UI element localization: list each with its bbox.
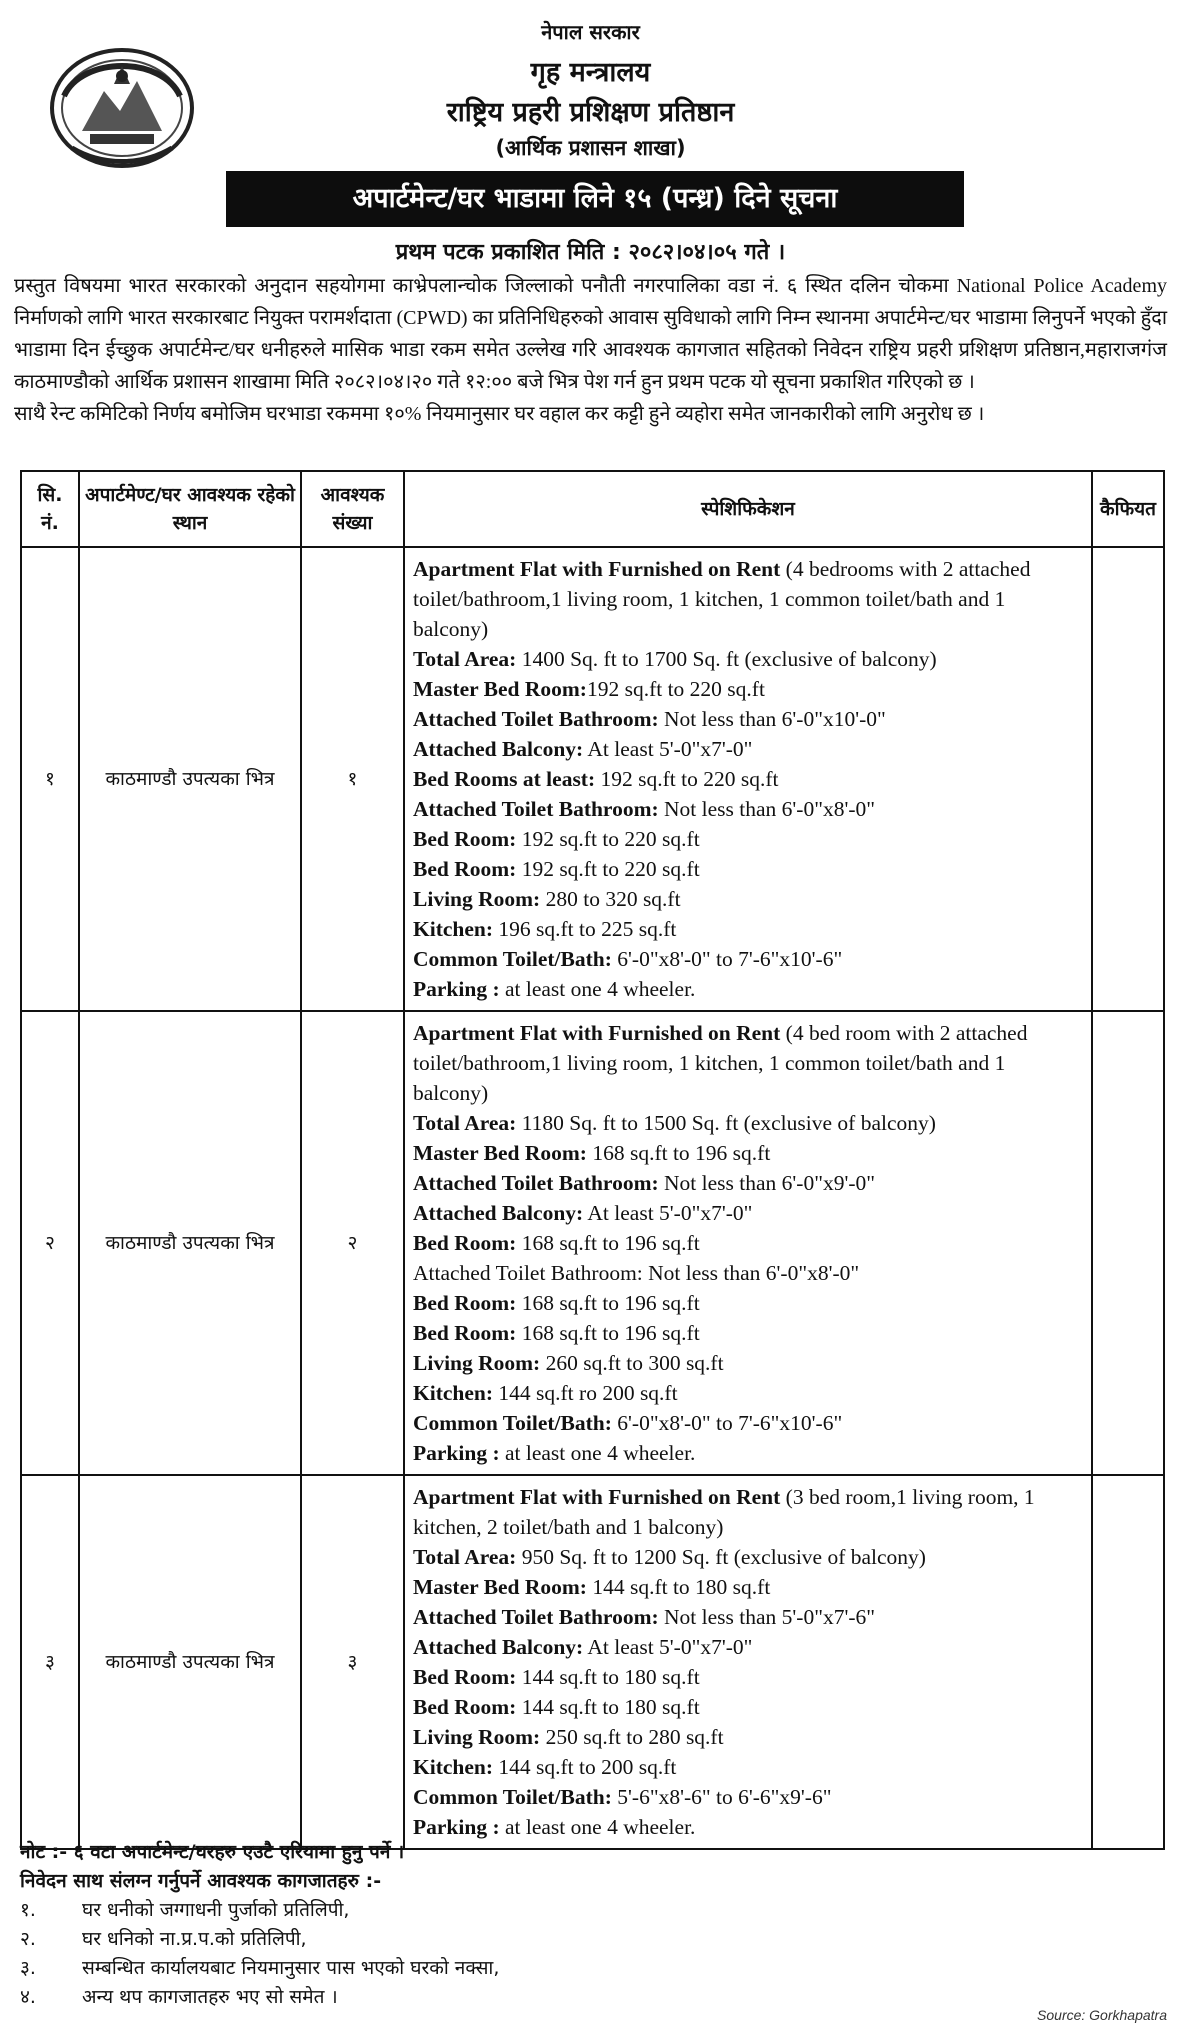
spec-item (413, 1138, 1085, 1168)
spec-text: 168 sq.ft to 196 sq.ft (516, 1291, 700, 1315)
spec-item (413, 1168, 1085, 1198)
list-item-text: घर धनिको ना.प्र.प.को प्रतिलिपी, (82, 1928, 307, 1950)
spec-item (413, 884, 1085, 914)
list-item (20, 1896, 1160, 1925)
spec-item (413, 1662, 1085, 1692)
spec-text: Attached Toilet Bathroom: Not less than 6'-0"x8'-0" (413, 1261, 860, 1285)
spec-item (413, 944, 1085, 974)
spec-text: 196 sq.ft to 225 sq.ft (493, 917, 677, 941)
row-remarks (1092, 1011, 1164, 1475)
spec-label: Bed Room: (413, 1231, 517, 1255)
spec-item (413, 1018, 1085, 1108)
spec-label: Kitchen: (413, 1755, 494, 1779)
spec-text: 950 Sq. ft to 1200 Sq. ft (exclusive of balcony) (516, 1545, 926, 1569)
spec-label: Attached Toilet Bathroom: (413, 1605, 659, 1629)
spec-text: 192 sq.ft to 220 sq.ft (586, 677, 765, 701)
spec-label: Apartment Flat with Furnished on Rent (413, 557, 781, 581)
spec-item (413, 1108, 1085, 1138)
spec-label: Attached Balcony: (413, 737, 584, 761)
row-specification (404, 1011, 1092, 1475)
spec-text: 6'-0"x8'-0" to 7'-6"x10'-6" (611, 947, 843, 971)
spec-label: Common Toilet/Bath: (413, 1785, 612, 1809)
spec-label: Living Room: (413, 1351, 541, 1375)
spec-text: 192 sq.ft to 220 sq.ft (516, 857, 700, 881)
row-quantity: २ (301, 1011, 404, 1475)
spec-text: At least 5'-0"x7'-0" (583, 737, 753, 761)
header-specification: स्पेशिफिकेशन (404, 471, 1092, 547)
header-remarks: कैफियत (1092, 471, 1164, 547)
notice-title-banner: अपार्टमेन्ट/घर भाडामा लिने १५ (पन्ध्र) दिने सूचना (226, 171, 964, 227)
header-quantity: आवश्यक संख्या (301, 471, 404, 547)
spec-text: 1400 Sq. ft to 1700 Sq. ft (exclusive of balcony) (516, 647, 937, 671)
row-sn: १ (21, 547, 79, 1011)
spec-text: 6'-0"x8'-0" to 7'-6"x10'-6" (611, 1411, 843, 1435)
list-item (20, 1983, 1160, 2012)
list-item-text: सम्बन्धित कार्यालयबाट नियमानुसार पास भएको घरको नक्सा, (82, 1957, 500, 1979)
spec-text: At least 5'-0"x7'-0" (583, 1201, 753, 1225)
spec-text: at least one 4 wheeler. (499, 977, 696, 1001)
list-item (20, 1954, 1160, 1983)
spec-item (413, 1228, 1085, 1258)
table-row (21, 1475, 1164, 1849)
spec-label: Total Area: (413, 647, 517, 671)
spec-item (413, 1482, 1085, 1542)
spec-item (413, 1752, 1085, 1782)
spec-text: 168 sq.ft to 196 sq.ft (516, 1231, 700, 1255)
spec-item (413, 1542, 1085, 1572)
spec-text: 144 sq.ft to 180 sq.ft (516, 1695, 700, 1719)
spec-item (413, 854, 1085, 884)
table-row (21, 1011, 1164, 1475)
row-sn: ३ (21, 1475, 79, 1849)
notes-section (20, 1838, 1160, 2012)
spec-text: 1180 Sq. ft to 1500 Sq. ft (exclusive of balcony) (516, 1111, 936, 1135)
spec-item (413, 1378, 1085, 1408)
header-location: अपार्टमेण्ट/घर आवश्यक रहेको स्थान (79, 471, 301, 547)
spec-label: Living Room: (413, 1725, 541, 1749)
spec-text: Not less than 6'-0"x9'-0" (658, 1171, 876, 1195)
spec-text: 250 sq.ft to 280 sq.ft (540, 1725, 724, 1749)
row-specification (404, 1475, 1092, 1849)
spec-label: Bed Room: (413, 827, 517, 851)
spec-label: Apartment Flat with Furnished on Rent (413, 1021, 781, 1045)
spec-label: Common Toilet/Bath: (413, 947, 612, 971)
spec-text: (3 bed room,1 living room, 1 kitchen, 2 toilet/bath and 1 balcony) (413, 1485, 1035, 1539)
note-line: नोट :- ६ वटा अपार्टमेन्ट/घरहरु एउटै एरियामा हुनु पर्ने । (20, 1841, 405, 1863)
spec-text: 144 sq.ft to 180 sq.ft (516, 1665, 700, 1689)
spec-label: Bed Room: (413, 1291, 517, 1315)
docs-list (20, 1896, 1160, 2012)
spec-item (413, 824, 1085, 854)
spec-item (413, 644, 1085, 674)
spec-label: Bed Room: (413, 857, 517, 881)
row-remarks (1092, 1475, 1164, 1849)
spec-text: 168 sq.ft to 196 sq.ft (586, 1141, 771, 1165)
row-location: काठमाण्डौ उपत्यका भित्र (79, 547, 301, 1011)
table-header-row (21, 471, 1164, 547)
specification-table (20, 470, 1165, 1850)
spec-text: 280 to 320 sq.ft (540, 887, 681, 911)
spec-item (413, 1692, 1085, 1722)
spec-label: Bed Rooms at least: (413, 767, 596, 791)
spec-item (413, 1258, 1085, 1288)
spec-text: 192 sq.ft to 220 sq.ft (516, 827, 700, 851)
spec-text: Not less than 5'-0"x7'-6" (658, 1605, 876, 1629)
spec-item (413, 1198, 1085, 1228)
header-sn: सि. नं. (21, 471, 79, 547)
spec-item (413, 1602, 1085, 1632)
list-item-number: २. (20, 1928, 36, 1950)
table-row (21, 547, 1164, 1011)
spec-item (413, 794, 1085, 824)
spec-text: 168 sq.ft to 196 sq.ft (516, 1321, 700, 1345)
spec-item (413, 974, 1085, 1004)
intro-paragraph-2: साथै रेन्ट कमिटिको निर्णय बमोजिम घरभाडा रकममा १०% नियमानुसार घर वहाल कर कट्टी हुने व्यहोरा समेत जानकारीको लागि अनुरोध छ । (14, 403, 985, 425)
spec-label: Bed Room: (413, 1321, 517, 1345)
row-quantity: ३ (301, 1475, 404, 1849)
row-sn: २ (21, 1011, 79, 1475)
spec-text: At least 5'-0"x7'-0" (583, 1635, 753, 1659)
spec-label: Parking : (413, 977, 500, 1001)
spec-label: Attached Toilet Bathroom: (413, 707, 659, 731)
government-label: नेपाल सरकार (541, 20, 640, 44)
spec-item (413, 1632, 1085, 1662)
spec-item (413, 674, 1085, 704)
spec-label: Kitchen: (413, 917, 494, 941)
spec-label: Master Bed Room: (413, 1141, 587, 1165)
spec-item (413, 1722, 1085, 1752)
spec-item (413, 734, 1085, 764)
spec-label: Master Bed Room: (413, 677, 587, 701)
spec-text: (4 bed room with 2 attached toilet/bathroom,1 living room, 1 kitchen, 1 common toilet/bath and 1 balcony) (413, 1021, 1028, 1105)
spec-item (413, 554, 1085, 644)
spec-item (413, 1348, 1085, 1378)
list-item-number: ४. (20, 1986, 36, 2008)
list-item-text: घर धनीको जग्गाधनी पुर्जाको प्रतिलिपी, (82, 1899, 350, 1921)
spec-label: Attached Toilet Bathroom: (413, 797, 659, 821)
row-specification (404, 547, 1092, 1011)
spec-text: at least one 4 wheeler. (499, 1441, 696, 1465)
row-location: काठमाण्डौ उपत्यका भित्र (79, 1011, 301, 1475)
docs-heading: निवेदन साथ संलग्न गर्नुपर्ने आवश्यक कागजातहरु :- (20, 1870, 382, 1892)
spec-text: 192 sq.ft to 220 sq.ft (595, 767, 779, 791)
institute-title: राष्ट्रिय प्रहरी प्रशिक्षण प्रतिष्ठान (446, 97, 735, 128)
publish-date: प्रथम पटक प्रकाशित मिति : २०८२।०४।०५ गते । (395, 240, 786, 265)
spec-item (413, 1408, 1085, 1438)
spec-item (413, 914, 1085, 944)
spec-label: Total Area: (413, 1545, 517, 1569)
list-item-number: १. (20, 1899, 36, 1921)
list-item (20, 1925, 1160, 1954)
spec-label: Attached Balcony: (413, 1201, 584, 1225)
spec-item (413, 1288, 1085, 1318)
spec-label: Bed Room: (413, 1665, 517, 1689)
source-label: Source: Gorkhapatra (1037, 2007, 1167, 2023)
spec-label: Bed Room: (413, 1695, 517, 1719)
spec-item (413, 704, 1085, 734)
intro-paragraph-1: प्रस्तुत विषयमा भारत सरकारको अनुदान सहयोगमा काभ्रेपलान्चोक जिल्लाको पनौती नगरपालिका वडा नं. ६ स्थित दलिन चोकमा National Police Academy निर्माणको लागि भारत सरकारबाट नियुक्त परामर्शदाता (CPWD) का प्रतिनिधिहरुको आवास सुविधाको लागि निम्न स्थानमा अपार्टमेन्ट/घर भाडामा लिनुपर्ने भएको हुँदा भाडामा दिन ईच्छुक अपार्टमेन्ट/घर धनीहरुले मासिक भाडा रकम समेत उल्लेख गरि आवश्यक कागजात सहितको निवेदन राष्ट्रिय प्रहरी प्रशिक्षण प्रतिष्ठान,महाराजगंज काठमाण्डौको आर्थिक प्रशासन शाखामा मिति २०८२।०४।२० गते १२:०० बजे भित्र पेश गर्न हुन प्रथम पटक यो सूचना प्रकाशित गरिएको छ । (14, 275, 1167, 393)
spec-text: 260 sq.ft to 300 sq.ft (540, 1351, 724, 1375)
spec-label: Kitchen: (413, 1381, 494, 1405)
spec-label: Living Room: (413, 887, 541, 911)
list-item-text: अन्य थप कागजातहरु भए सो समेत । (82, 1986, 338, 2008)
row-quantity: १ (301, 547, 404, 1011)
spec-item (413, 1572, 1085, 1602)
spec-text: 144 sq.ft to 200 sq.ft (493, 1755, 677, 1779)
spec-item (413, 1318, 1085, 1348)
spec-item (413, 764, 1085, 794)
spec-label: Total Area: (413, 1111, 517, 1135)
spec-item (413, 1782, 1085, 1812)
spec-text: 144 sq.ft to 180 sq.ft (586, 1575, 771, 1599)
spec-label: Parking : (413, 1815, 500, 1839)
spec-label: Attached Toilet Bathroom: (413, 1171, 659, 1195)
list-item-number: ३. (20, 1957, 36, 1979)
spec-label: Common Toilet/Bath: (413, 1411, 612, 1435)
spec-text: Not less than 6'-0"x8'-0" (658, 797, 876, 821)
spec-label: Apartment Flat with Furnished on Rent (413, 1485, 781, 1509)
spec-text: at least one 4 wheeler. (499, 1815, 696, 1839)
row-location: काठमाण्डौ उपत्यका भित्र (79, 1475, 301, 1849)
spec-text: 5'-6"x8'-6" to 6'-6"x9'-6" (611, 1785, 832, 1809)
intro-text (14, 270, 1167, 430)
spec-label: Master Bed Room: (413, 1575, 587, 1599)
branch-label: (आर्थिक प्रशासन शाखा) (495, 136, 686, 160)
spec-label: Parking : (413, 1441, 500, 1465)
spec-text: Not less than 6'-0"x10'-0" (658, 707, 886, 731)
spec-text: (4 bedrooms with 2 attached toilet/bathroom,1 living room, 1 kitchen, 1 common toilet/bath and 1 balcony) (413, 557, 1031, 641)
row-remarks (1092, 547, 1164, 1011)
spec-text: 144 sq.ft ro 200 sq.ft (493, 1381, 678, 1405)
spec-item (413, 1438, 1085, 1468)
ministry-title: गृह मन्त्रालय (530, 57, 651, 88)
spec-label: Attached Balcony: (413, 1635, 584, 1659)
